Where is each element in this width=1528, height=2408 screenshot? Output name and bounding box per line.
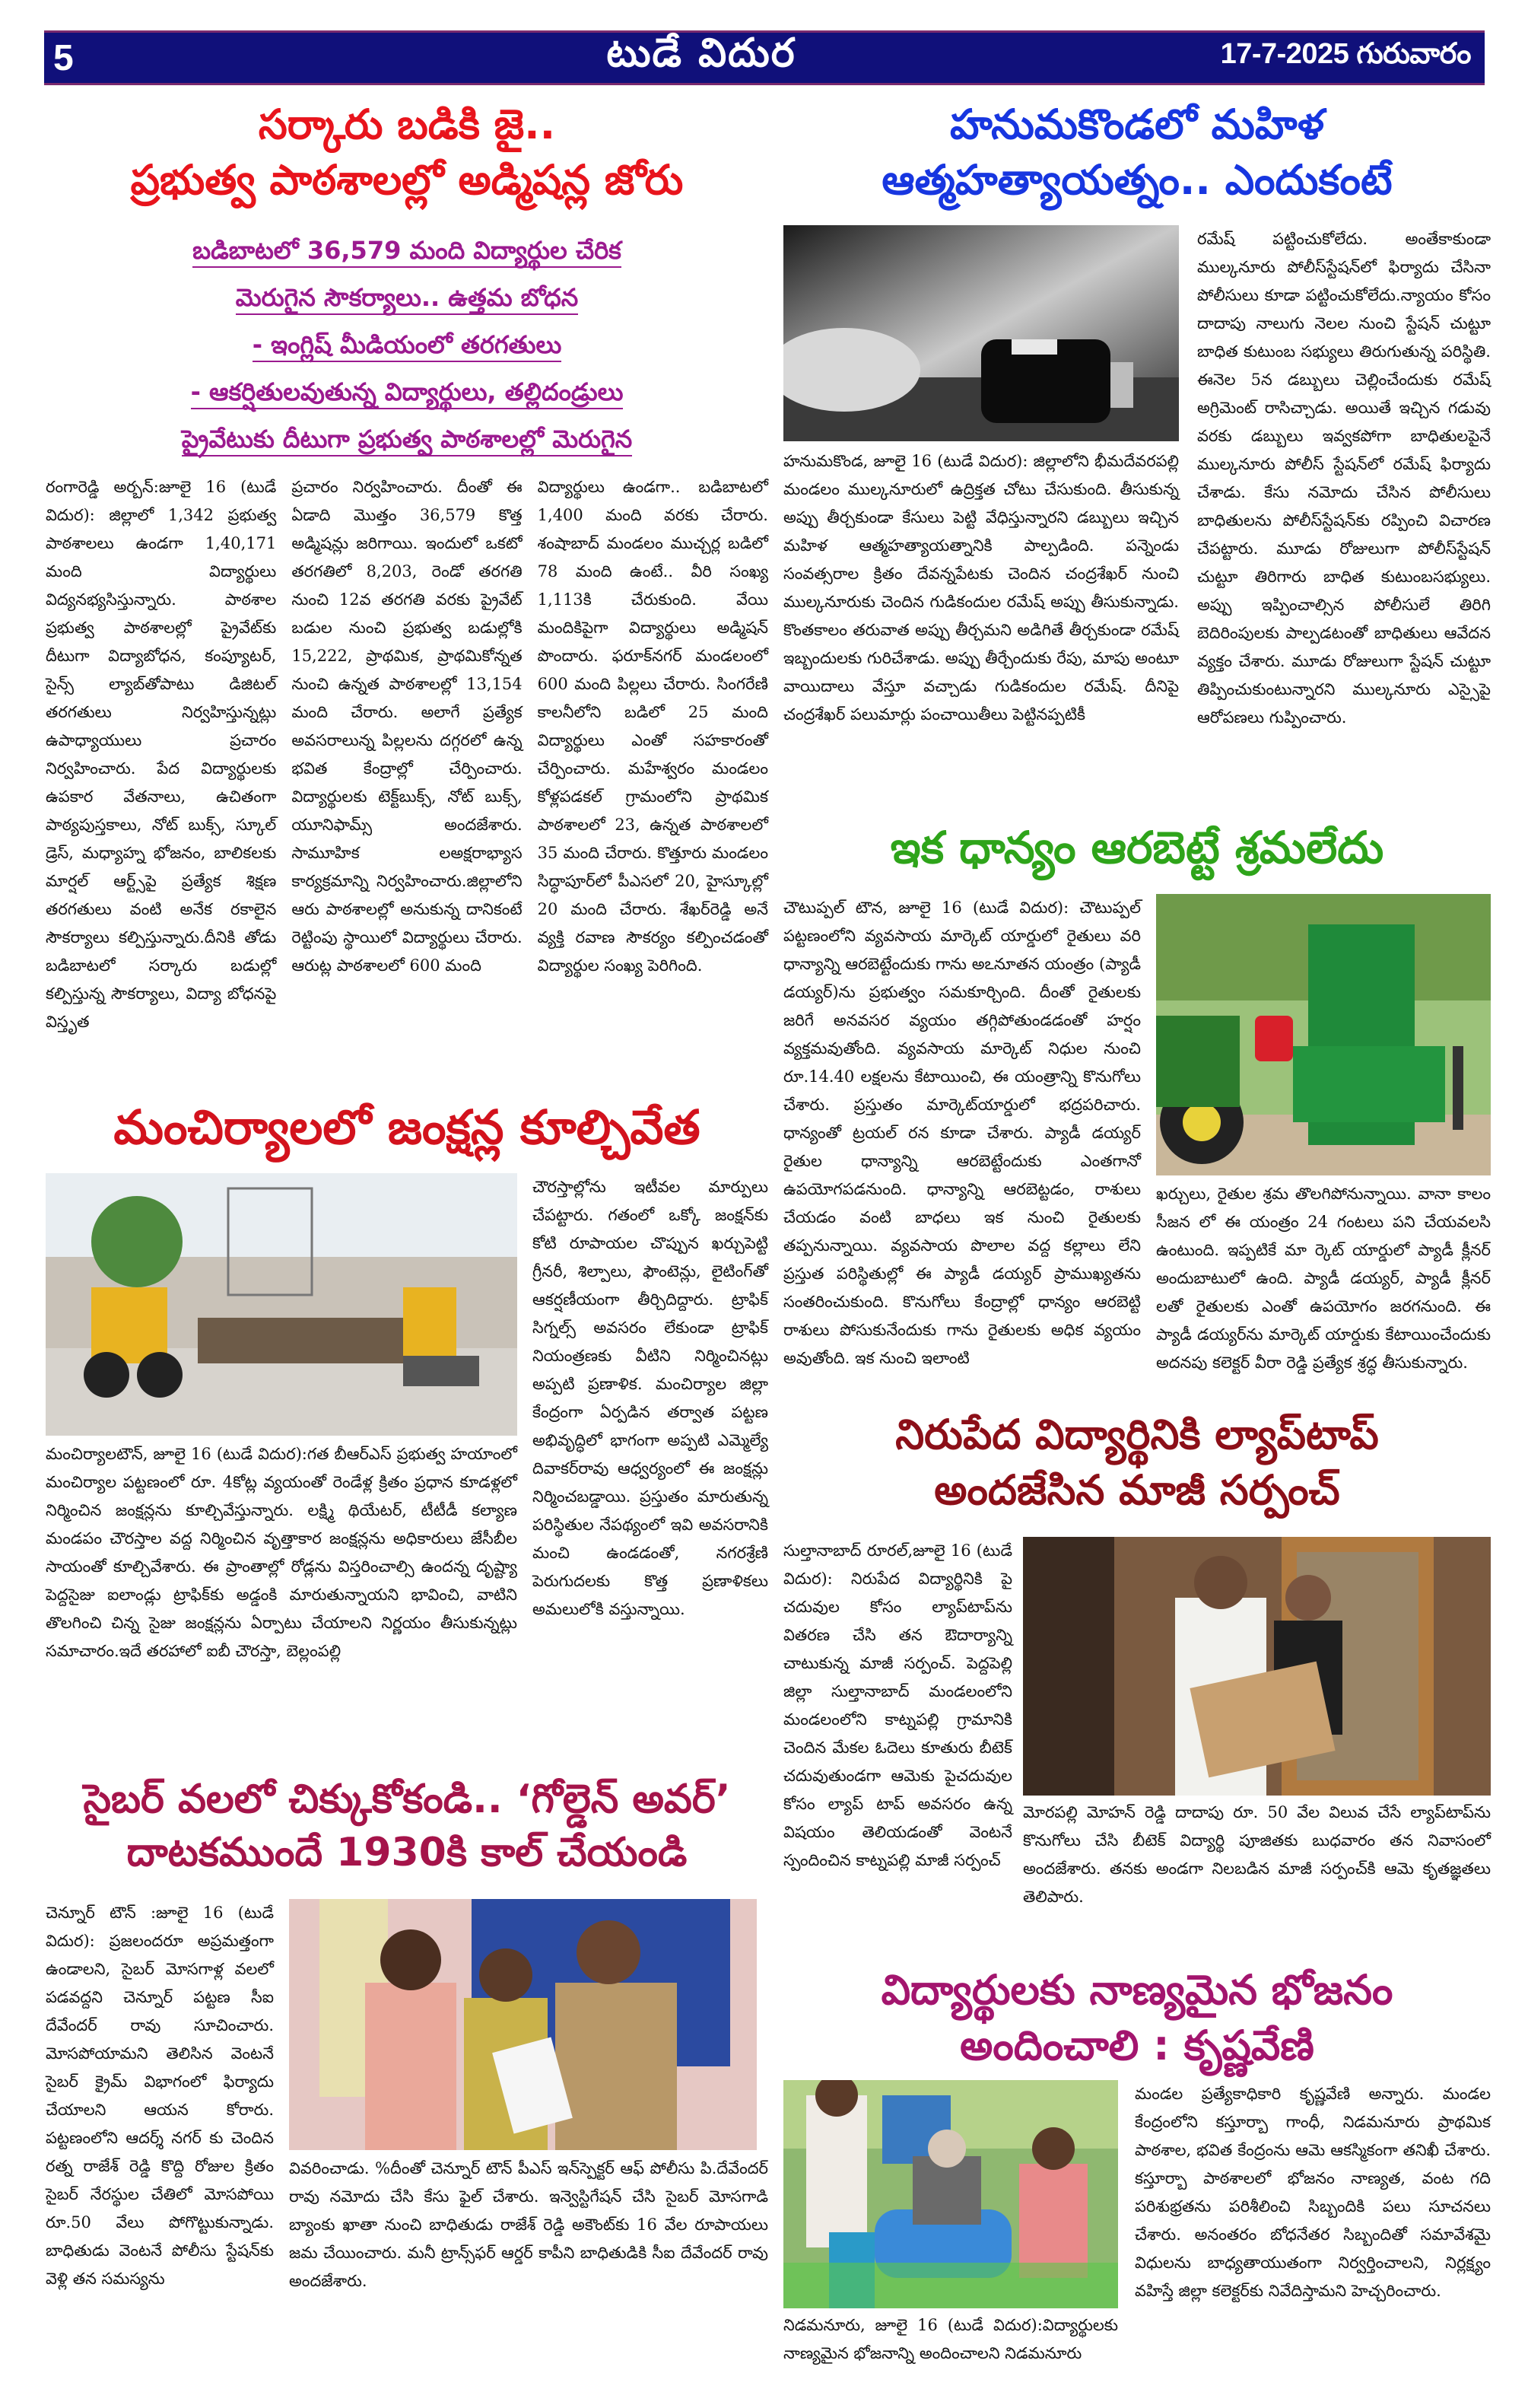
headline bbox=[783, 1963, 1491, 2074]
subheading: - ఆకర్షితులవుతున్న విద్యార్థులు, తల్లిదండ్రులు bbox=[191, 377, 624, 409]
article-mancherial-junctions bbox=[46, 1096, 768, 1665]
headline-line: సర్కారు బడికి జై.. bbox=[258, 100, 556, 148]
police-handing-document-photo bbox=[289, 1899, 757, 2150]
headline-line: ఇక ధాన్యం ఆరబెట్టే శ్రమలేదు bbox=[890, 822, 1384, 873]
headline-line: అందజేసిన మాజీ సర్పంచ్ bbox=[934, 1465, 1340, 1514]
headline-line: ప్రభుత్వ పాఠశాలల్లో అడ్మిషన్ల జోరు bbox=[130, 155, 684, 204]
article-column: చౌటుప్పల్ టౌన, జూలై 16 (టుడే విదుర): చౌటుప్పల్ పట్టణంలోని వ్యవసాయ మార్కెట్ యార్డులో రైతులు వరి ధాన్యాన్ని ఆరబెట్టేందుకు గాను అఽనూతన యంత్రం (ప్యాడీ డయ్యర్)ను ప్రభుత్వం సమకూర్చింది. దీంతో రైతులకు జరిగే అనవసర వ్యయం తగ్గిపోతుండడంతో హర్షం వ్యక్తమవుతోంది. వ్యవసాయ మార్కెట్ నిధుల నుంచి రూ.14.40 లక్షలను కేటాయించి, ఈ యంత్రాన్ని కొనుగోలు చేశారు. ప్రస్తుతం మార్కెట్‌యార్డులో భద్రపరిచారు. ధాన్యంతో ట్రయల్ రన కూడా చేశారు. ప్యాడీ డయ్యర్ రైతుల ధాన్యాన్ని ఆరబెట్టేందుకు ఎంతగానో ఉపయోగపడనుంది. ధాన్యాన్ని ఆరబెట్టడం, రాశులు చేయడం వంటి బాధలు ఇక నుంచి రైతులకు తప్పనున్నాయి. వ్యవసాయ పొలాల వద్ద కల్లాలు లేని ప్రస్తుత పరిస్థితుల్లో ఈ ప్యాడీ డయ్యర్ ప్రాముఖ్యతను సంతరించుకుంది. కొనుగోలు కేంద్రాల్లో ధాన్యం ఆరబెట్టి రాశులు పోసుకునేందుకు గాను రైతులకు అధిక వ్యయం అవుతోంది. ఇక నుంచి ఇలాంటి bbox=[783, 899, 1141, 1368]
issue-date: 17-7-2025 గురువారం bbox=[1220, 38, 1471, 70]
article-column: రంగారెడ్డి అర్బన్:జూలై 16 (టుడే విదుర): జిల్లాలో 1,342 ప్రభుత్వ పాఠశాలలు ఉండగా 1,40,171 మంది విద్యార్థులు విద్యనభ్యసిస్తున్నారు. పాఠశాల ప్రభుత్వ పాఠశాలల్లో ప్రైవేట్‌కు దీటుగా విద్యాబోధన, కంప్యూటర్, సైన్స్ ల్యాబ్‌తోపాటు డిజిటల్ తరగతులు నిర్వహిస్తున్నట్లు ఉపాధ్యాయులు ప్రచారం నిర్వహించారు. పేద విద్యార్థులకు ఉపకార వేతనాలు, ఉచితంగా పాఠ్యపుస్తకాలు, నోట్ బుక్స్, స్కూల్ డ్రెస్, మధ్యాహ్న భోజనం, బాలికలకు మార్షల్ ఆర్ట్స్‌పై ప్రత్యేక శిక్షణ తరగతులు వంటి అనేక రకాలైన సౌకర్యాలు కల్పిస్తున్నారు.దీనికి తోడు బడిబాటలో సర్కారు బడుల్లో కల్పిస్తున్న సౌకర్యాలు, విద్యా బోధనపై విస్తృత bbox=[46, 477, 277, 1031]
headline-line: హనుమకొండలో మహిళ bbox=[950, 100, 1324, 148]
headline bbox=[46, 1773, 768, 1879]
headline bbox=[46, 97, 768, 208]
article-cyber-golden-hour bbox=[46, 1773, 768, 2295]
subheading: మెరుగైన సౌకర్యాలు.. ఉత్తమ బోధన bbox=[236, 283, 578, 315]
article-column: నిడమనూరు, జూలై 16 (టుడే విదుర):విద్యార్థులకు నాణ్యమైన భోజనాన్ని అందించాలని నిడమనూరు bbox=[783, 2315, 1118, 2362]
subheading: బడిబాటలో 36,579 మంది విద్యార్థుల చేరిక bbox=[192, 236, 621, 268]
headline bbox=[783, 1408, 1491, 1519]
headline-line: నిరుపేద విద్యార్థినికి ల్యాప్‌టాప్ bbox=[895, 1411, 1379, 1458]
article-column: మోరపల్లి మోహన్ రెడ్డి దాదాపు రూ. 50 వేల విలువ చేసే ల్యాప్‌టాప్‌ను కొనుగోలు చేసి బీటెక్ విద్యార్థి పూజితకు బుధవారం తన నివాసంలో అందజేశారు. తనకు అండగా నిలబడిన మాజీ సర్పంచ్‌కి ఆమె కృతజ్ఞతలు తెలిపారు. bbox=[1023, 1802, 1491, 1906]
article-column: సుల్తానాబాద్ రూరల్,జూలై 16 (టుడే విదుర): నిరుపేద విద్యార్థినికి పై చదువుల కోసం ల్యాప్‌టాప్‌ను వితరణ చేసి తన ఔదార్యాన్ని చాటుకున్న మాజీ సర్పంచ్. పెద్దపెల్లి జిల్లా సుల్తానాబాద్ మండలంలోని మండలంలోని కాట్నపల్లి గ్రామానికి చెందిన మేకల ఓదెలు కూతురు బీటెక్ చదువుతుండగా ఆమెకు పైచదువుల కోసం ల్యాప్ టాప్ అవసరం ఉన్న విషయం తెలియడంతో వెంటనే స్పందించిన కాట్నపల్లి మాజీ సర్పంచ్ bbox=[783, 1541, 1012, 1869]
article-column: మండల ప్రత్యేకాధికారి కృష్ణవేణి అన్నారు. మండల కేంద్రంలోని కస్తూర్బా గాంధీ, నిడమనూరు ప్రాథమిక పాఠశాల, భవిత కేంద్రంను ఆమె ఆకస్మికంగా తనిఖీ చేశారు. కస్తూర్బా పాఠశాలలో భోజనం నాణ్యత, వంట గది పరిశుభ్రతను పరిశీలించి సిబ్బందికి పలు సూచనలు చేశారు. అనంతరం బోధనేతర సిబ్బందితో సమావేశమై విధులను బాధ్యతాయుతంగా నిర్వర్తించాలని, నిర్లక్ష్యం వహిస్తే జిల్లా కలెక్టర్‌కు నివేదిస్తామని హెచ్చరించారు. bbox=[1135, 2084, 1491, 2300]
subheading: ప్రైవేటుకు దీటుగా ప్రభుత్వ పాఠశాలల్లో మెరుగైన bbox=[182, 425, 632, 456]
article-hanumakonda-woman bbox=[783, 97, 1491, 732]
headline-line: మంచిర్యాలలో జంక్షన్ల కూల్చివేత bbox=[113, 1099, 700, 1155]
subheadings bbox=[46, 227, 768, 463]
hand-and-poison-bottle-photo bbox=[783, 225, 1179, 441]
article-column: చౌరస్తాల్లోను ఇటీవల మార్పులు చేపట్టారు. గతంలో ఒక్కో జంక్షన్‌కు కోటి రూపాయల చొప్పున ఖర్చుపెట్టి గ్రీనరీ, శిల్పాలు, ఫౌంటెన్లు, లైటింగ్‌తో ఆకర్షణీయంగా తీర్చిదిద్దారు. ట్రాఫిక్ సిగ్నల్స్ అవసరం లేకుండా ట్రాఫిక్ నియంత్రణకు వీటిని నిర్మించినట్లు అప్పటి ప్రణాళిక. మంచిర్యాల జిల్లా కేంద్రంగా ఏర్పడిన తర్వాత పట్టణ అభివృద్ధిలో భాగంగా అప్పటి ఎమ్మెల్యే దివాకర్‌రావు ఆధ్వర్యంలో ఈ జంక్షన్లు నిర్మించబడ్డాయి. ప్రస్తుతం మారుతున్న పరిస్థితుల నేపథ్యంలో ఇవి అవసరానికి మంచి ఉండడంతో, నగరశ్రేణి పెరుగుదలకు కొత్త ప్రణాళికలు అమలులోకి వస్తున్నాయి. bbox=[532, 1177, 768, 1618]
article-column: ఖర్చులు, రైతుల శ్రమ తొలగిపోనున్నాయి. వానా కాలం సీజన లో ఈ యంత్రం 24 గంటలు పని చేయవలసి ఉంటుంది. ఇప్పటికే మా ర్కెట్ యార్డులో ప్యాడీ క్లీనర్ అందుబాటులో ఉంది. ప్యాడీ డయ్యర్, ప్యాడీ క్లీనర్ లతో రైతులకు ఎంతో ఉపయోగం జరగనుంది. ఈ ప్యాడీ డయ్యర్‌ను మార్కెట్ యార్డుకు కేటాయించేందుకు అదనపు కలెక్టర్ వీరా రెడ్డి ప్రత్యేక శ్రద్ధ తీసుకున్నారు. bbox=[1156, 1185, 1491, 1373]
subheading: - ఇంగ్లిష్ మీడియంలో తరగతులు bbox=[253, 330, 562, 362]
headline-line: ఆత్మహత్యాయత్నం.. ఎందుకంటే bbox=[882, 155, 1393, 204]
article-laptop-donation bbox=[783, 1408, 1491, 1911]
headline-line: అందించాలి : కృష్ణవేణి bbox=[960, 2021, 1314, 2069]
article-column: చెన్నూర్ టౌన్ :జూలై 16 (టుడే విదుర): ప్రజలందరూ అప్రమత్తంగా ఉండాలని, సైబర్ మోసగాళ్ల వలలో పడవద్దని చెన్నూర్ పట్టణ సీఐ దేవేందర్ రావు సూచించారు. మోసపోయామని తెలిసిన వెంటనే సైబర్ క్రైమ్ విభాగంలో ఫిర్యాదు చేయాలని ఆయన కోరారు. పట్టణంలోని ఆదర్శ్ నగర్ కు చెందిన రత్న రాజేశ్ రెడ్డి కొద్ది రోజుల క్రితం సైబర్ నేరస్థుల చేతిలో మోసపోయి రూ.50 వేలు పోగొట్టుకున్నాడు. బాధితుడు వెంటనే పోలీసు స్టేషన్‌కు వెళ్లి తన సమస్యను bbox=[46, 1904, 274, 2289]
school-inspection-photo bbox=[783, 2080, 1118, 2308]
article-quality-meals bbox=[783, 1963, 1491, 2368]
headline bbox=[783, 97, 1491, 208]
headline bbox=[46, 1096, 768, 1159]
masthead bbox=[44, 30, 1485, 85]
article-column: రమేష్ పట్టించుకోలేదు. అంతేకాకుండా ముల్కనూరు పోలీస్‌స్టేషన్‌లో ఫిర్యాదు చేసినా పోలీసులు కూడా పట్టించుకోలేదు.న్యాయం కోసం దాదాపు నాలుగు నెలల నుంచి స్టేషన్ చుట్టూ బాధిత కుటుంబ సభ్యులు తిరుగుతున్న పరిస్థితి. ఈనెల 5న డబ్బులు చెల్లించేందుకు రమేష్ అగ్రిమెంట్ రాసిచ్చాడు. అయితే ఇచ్చిన గడువు వరకు డబ్బులు ఇవ్వకపోగా బాధితులపైనే ముల్కనూరు పోలీస్ స్టేషన్‌లో రమేష్ ఫిర్యాదు చేశాడు. కేసు నమోదు చేసిన పోలీసులు బాధితులను పోలీస్‌స్టేషన్‌కు రప్పించి విచారణ చేపట్టారు. మూడు రోజులుగా పోలీస్‌స్టేషన్ చుట్టూ తిరిగారు బాధిత కుటుంబసభ్యులు. అప్పు ఇప్పించాల్సిన పోలీసులే తిరిగి బెదిరింపులకు పాల్పడటంతో బాధితులు ఆవేదన వ్యక్తం చేశారు. మూడు రోజులుగా స్టేషన్ చుట్టూ తిప్పించుకుంటున్నారని ముల్కనూరు ఎస్సైపై ఆరోపణలు గుప్పించారు. bbox=[1197, 229, 1491, 727]
page-number: 5 bbox=[53, 37, 74, 78]
headline-line: సైబర్ వలలో చిక్కుకోకండి.. ‘గోల్డెన్ అవర్’ bbox=[83, 1777, 731, 1822]
article-column: ప్రచారం నిర్వహించారు. దీంతో ఈ ఏడాది మొత్తం 36,579 కొత్త అడ్మిషన్లు జరిగాయి. ఇందులో ఒకటో తరగతిలో 8,203, రెండో తరగతి నుంచి 12వ తరగతి వరకు ప్రైవేట్ బడుల నుంచి ప్రభుత్వ బడుల్లోకి 15,222, ప్రాథమిక, ప్రాథమికోన్నత నుంచి ఉన్నత పాఠశాలల్లో 13,154 మంది చేరారు. అలాగే ప్రత్యేక అవసరాలున్న పిల్లలను దగ్గరలో ఉన్న భవిత కేంద్రాల్లో చేర్పించారు. విద్యార్థులకు టెక్ట్‌బుక్స్, నోట్ బుక్స్, యూనిఫామ్స్ అందజేశారు. సామూహిక లఅక్షరాభ్యాస కార్యక్రమాన్ని నిర్వహించారు.జిల్లాలోని ఆరు పాఠశాలల్లో అనుకున్న దానికంటే రెట్టింపు స్థాయిలో విద్యార్థులు చేరారు. ఆరుట్ల పాఠశాలలో 600 మంది bbox=[291, 477, 523, 975]
headline bbox=[783, 818, 1491, 877]
jcb-demolition-photo bbox=[46, 1173, 517, 1436]
article-govt-schools-admissions bbox=[46, 97, 768, 1036]
paddy-dryer-machine-photo bbox=[1156, 894, 1491, 1175]
article-paddy-dryer bbox=[783, 818, 1491, 1377]
article-column: విద్యార్థులు ఉండగా.. బడిబాటలో 1,400 మంది వరకు చేరారు. శంషాబాద్ మండలం ముచ్చర్ల బడిలో 78 మంది ఉంటే.. వీరి సంఖ్య 1,113కి చేరుకుంది. వేయి మందికిపైగా విద్యార్థులు అడ్మిషన్ పొందారు. ఫరూక్‌నగర్ మండలంలో 600 మంది పిల్లలు చేరారు. సింగరేణి కాలనీలోని బడిలో 25 మంది విద్యార్థులు ఎంతో సహకారంతో చేర్పించారు. మహేశ్వరం మండలం కోళ్లపడకల్ గ్రామంలోని ప్రాథమిక పాఠశాలలో 23, ఉన్నత పాఠశాలలో 35 మంది చేరారు. కొత్తూరు మండలం సిద్ధాపూర్‌లో పీఎస‌లో 20, హైస్కూల్లో 20 మంది చేరారు. శేఖర్‌రెడ్డి అనే వ్యక్తి రవాణ సౌకర్యం కల్పించడంతో విద్యార్థుల సంఖ్య పెరిగింది. bbox=[537, 477, 768, 975]
article-column: హనుమకొండ, జూలై 16 (టుడే విదుర): జిల్లాలోని భీమదేవరపల్లి మండలం ముల్కనూరులో ఉద్రిక్తత చోటు చేసుకుంది. తీసుకున్న అప్పు తీర్చకుండా కేసులు పెట్టి వేధిస్తున్నారని డబ్బులు ఇచ్చిన మహిళ ఆత్మహత్యాయత్నానికి పాల్పడింది. పన్నెండు సంవత్సరాల క్రితం దేవన్నపేటకు చెందిన చంద్రశేఖర్ నుంచి ముల్కనూరుకు చెందిన గుడికందుల రమేష్ అప్పు తీసుకున్నాడు. కొంతకాలం తరువాత అప్పు తీర్చమని అడిగితే తీర్చకుండా రమేష్ ఇబ్బందులకు గురిచేశాడు. అప్పు తీర్చేందుకు రేపు, మాపు అంటూ వాయిదాలు వేస్తూ వచ్చాడు గుడికందుల రమేష్. దీనిపై చంద్రశేఖర్ పలుమార్లు పంచాయితీలు పెట్టినప్పటికీ bbox=[783, 451, 1179, 724]
headline-line: దాటకముందే 1930కి కాల్ చేయండి bbox=[126, 1830, 688, 1876]
article-column: మంచిర్యాలటౌన్, జూలై 16 (టుడే విదుర):గత బీఆర్ఎస్ ప్రభుత్వ హయాంలో మంచిర్యాల పట్టణంలో రూ. 4కోట్ల వ్యయంతో రెండేళ్ల క్రితం ప్రధాన కూడళ్లలో నిర్మించిన జంక్షన్లను కూల్చివేస్తున్నారు. లక్ష్మి థియేటర్, టీటీడీ కల్యాణ మండపం చౌరస్తాల వద్ద నిర్మించిన వృత్తాకార జంక్షన్లను అధికారులు జేసీబీల సాయంతో కూల్చివేశారు. ఈ ప్రాంతాల్లో రోడ్లను విస్తరించాల్సి ఉందన్న దృష్ట్యా పెద్దసైజు ఐలాండ్లు ట్రాఫిక్‌కు అడ్డంకి మారుతున్నాయని భావించి, వాటిని తొలగించి చిన్న సైజు జంక్షన్లను ఏర్పాటు చేయాలని నిర్ణయం తీసుకున్నట్లు సమాచారం.ఇదే తరహాలో ఐబీ చౌరస్తా, బెల్లంపల్లి bbox=[46, 1444, 517, 1660]
article-column: వివరించాడు. %దీంతో చెన్నూర్ టౌన్ పీఎస్ ఇన్‌స్పెక్టర్ ఆఫ్ పోలీసు పి.దేవేందర్ రావు నమోదు చేసి కేసు ఫైల్ చేశారు. ఇన్వెస్టిగేషన్ చేసి సైబర్ మోసగాడి బ్యాంకు ఖాతా నుంచి బాధితుడు రాజేశ్ రెడ్డి అకౌంట్‌కు 16 వేల రూపాయలు జమ చేయించారు. మనీ ట్రాన్స్‌ఫర్ ఆర్డర్ కాపీని బాధితుడికి సీఐ దేవేందర్ రావు అందజేశారు. bbox=[289, 2159, 768, 2291]
headline-line: విద్యార్థులకు నాణ్యమైన భోజనం bbox=[881, 1966, 1393, 2014]
newspaper-name: టుడే విదుర bbox=[606, 30, 796, 76]
laptop-handover-photo bbox=[1023, 1537, 1491, 1796]
